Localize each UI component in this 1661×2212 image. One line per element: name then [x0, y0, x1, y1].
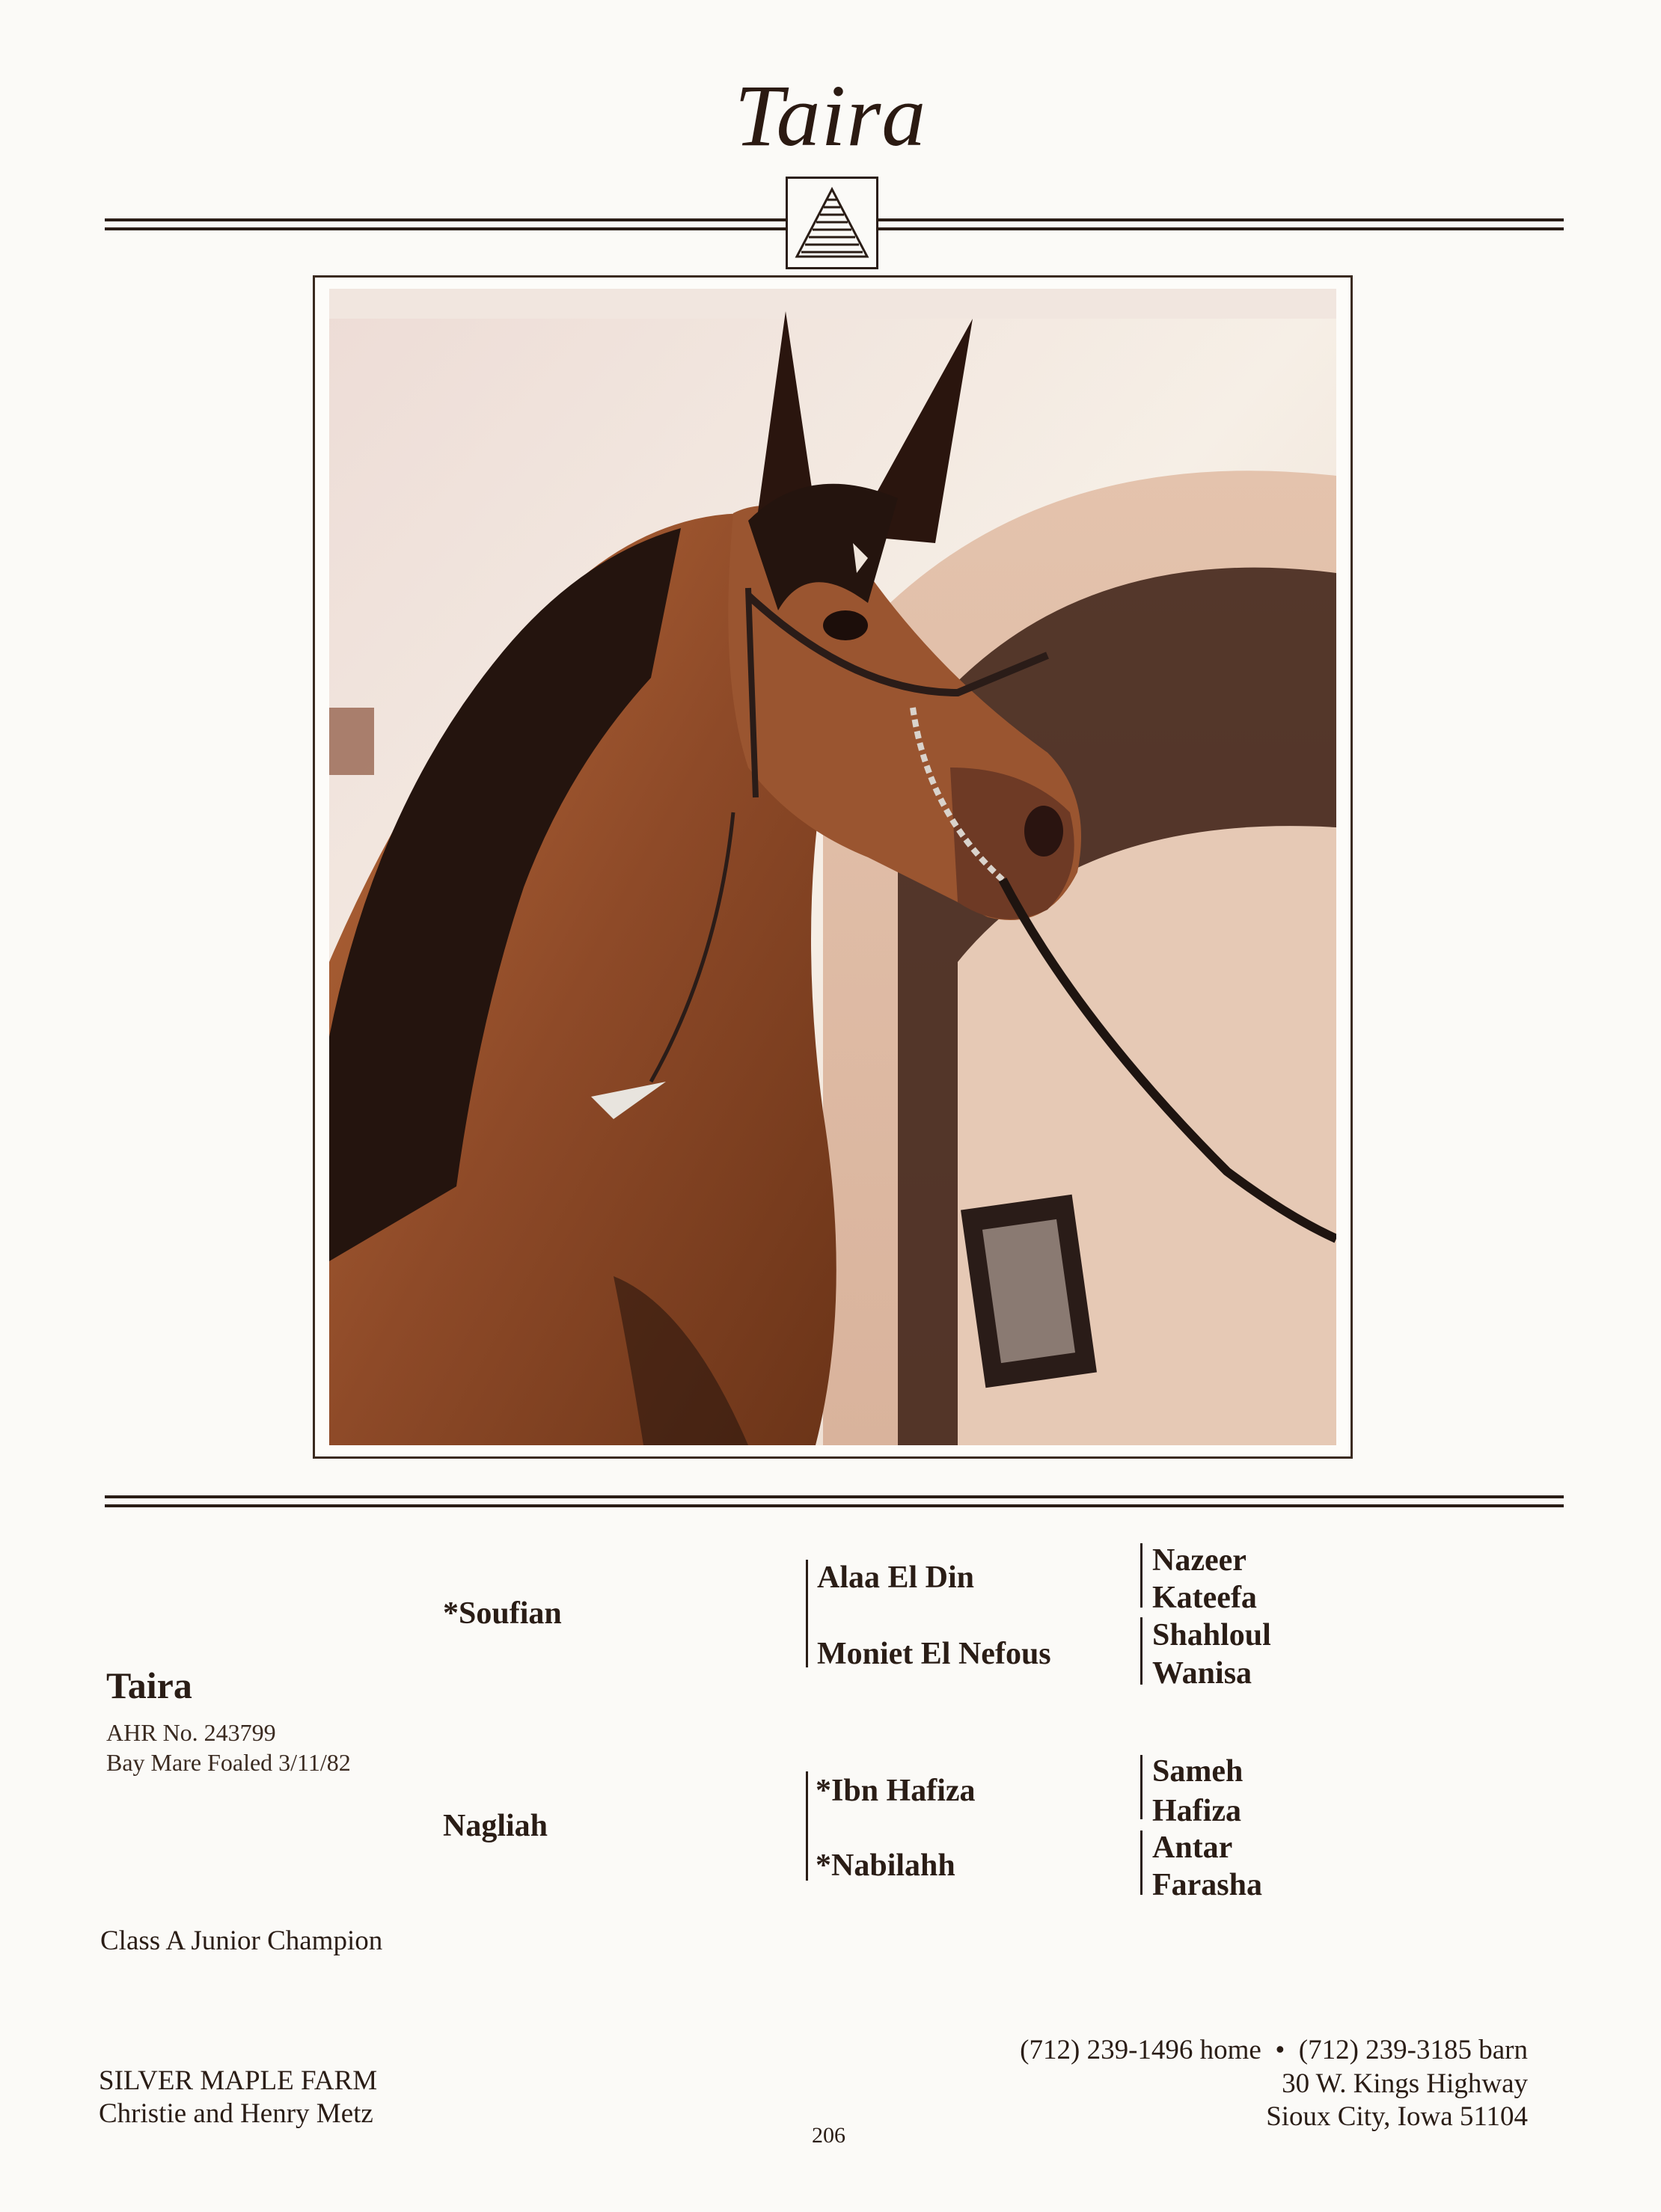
pedigree-bracket	[1140, 1755, 1142, 1819]
registration-number: AHR No. 243799	[106, 1719, 276, 1746]
pedigree-bracket	[1140, 1830, 1142, 1895]
contact-phones: (712) 239-1496 home • (712) 239-3185 barn	[1020, 2035, 1528, 2065]
contact-address-line2: Sioux City, Iowa 51104	[1266, 2101, 1528, 2132]
pedigree-g3-item: Sameh	[1152, 1754, 1244, 1789]
farm-owners: Christie and Henry Metz	[99, 2098, 373, 2129]
bottom-rule-upper	[105, 1495, 1564, 1498]
pedigree-g3-item: Antar	[1152, 1830, 1233, 1865]
page-number: 206	[812, 2123, 845, 2148]
pedigree-bracket	[806, 1560, 808, 1667]
pedigree-bracket	[806, 1771, 808, 1881]
pedigree-sire: *Soufian	[443, 1596, 562, 1631]
pedigree-dam: Nagliah	[443, 1809, 548, 1843]
bottom-rule-lower	[105, 1504, 1564, 1507]
pedigree-sire-sire: Alaa El Din	[817, 1560, 975, 1595]
pedigree-bracket	[1140, 1617, 1142, 1685]
contact-address-line1: 30 W. Kings Highway	[1282, 2068, 1528, 2099]
pedigree-g3-item: Shahloul	[1152, 1618, 1271, 1652]
pedigree-g3-item: Farasha	[1152, 1868, 1262, 1902]
pedigree-g3-item: Wanisa	[1152, 1656, 1252, 1691]
pyramid-emblem-icon	[786, 177, 878, 269]
horse-description: Bay Mare Foaled 3/11/82	[106, 1749, 351, 1776]
horse-name: Taira	[106, 1664, 192, 1706]
page-title: Taira	[734, 67, 927, 165]
pedigree-sire-dam: Moniet El Nefous	[817, 1637, 1051, 1671]
pedigree-bracket	[1140, 1543, 1142, 1608]
horse-portrait-photo	[329, 289, 1336, 1445]
pedigree-g3-item: Hafiza	[1152, 1794, 1241, 1828]
pedigree-g3-item: Kateefa	[1152, 1581, 1257, 1615]
farm-name: SILVER MAPLE FARM	[99, 2065, 378, 2096]
honor-text: Class A Junior Champion	[100, 1925, 383, 1956]
pedigree-dam-sire: *Ibn Hafiza	[816, 1774, 976, 1808]
pedigree-g3-item: Nazeer	[1152, 1543, 1246, 1578]
pedigree-dam-dam: *Nabilahh	[816, 1848, 955, 1883]
